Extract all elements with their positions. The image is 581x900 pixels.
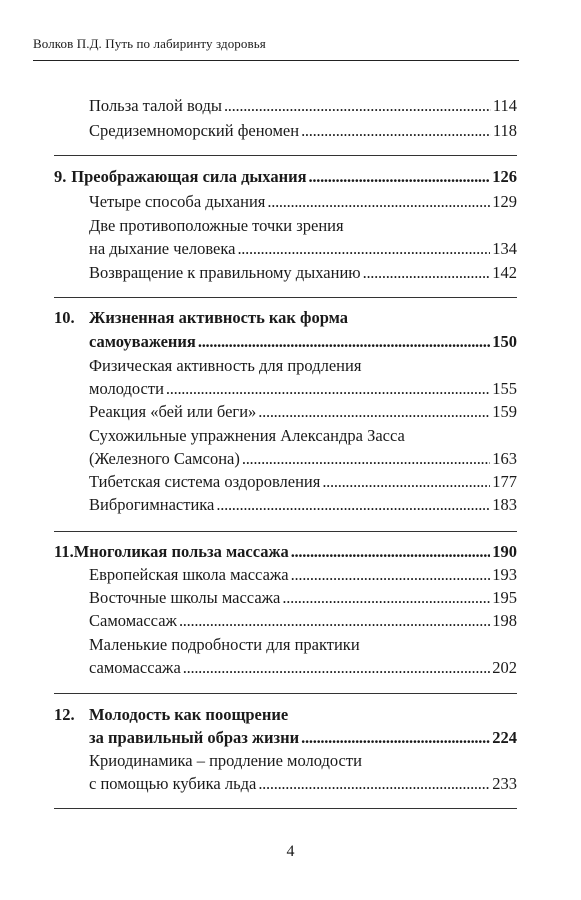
dot-leader bbox=[301, 726, 490, 750]
toc-chapter[interactable] bbox=[89, 330, 517, 354]
dot-leader bbox=[179, 609, 490, 633]
toc-chapter-title: Многоликая польза массажа bbox=[73, 542, 289, 561]
toc-entry-title: с помощью кубика льда bbox=[89, 774, 257, 793]
toc-entry-title: Польза талой воды bbox=[89, 96, 222, 115]
toc-chapter-line1[interactable] bbox=[54, 306, 517, 330]
section-divider bbox=[54, 531, 517, 532]
toc-entry-title: (Железного Самсона) bbox=[89, 449, 240, 468]
toc-chapter-title: Молодость как поощрение bbox=[89, 705, 289, 724]
toc-page-number: 163 bbox=[492, 449, 517, 468]
toc-entry[interactable] bbox=[89, 400, 517, 424]
toc-page-number: 198 bbox=[492, 611, 517, 630]
dot-leader bbox=[258, 772, 490, 796]
section-divider bbox=[54, 155, 517, 156]
dot-leader bbox=[267, 190, 490, 214]
page-number: 4 bbox=[286, 843, 295, 860]
toc-entry-title: Европейская школа массажа bbox=[89, 565, 289, 584]
toc-entry-line1[interactable] bbox=[89, 749, 517, 773]
toc-page-number: 129 bbox=[492, 192, 517, 211]
toc-page-number: 202 bbox=[492, 658, 517, 677]
dot-leader bbox=[309, 165, 491, 189]
toc-entry[interactable] bbox=[89, 261, 517, 285]
toc-entry-line1[interactable] bbox=[89, 424, 517, 448]
toc-entry-title: Сухожильные упражнения Александра Засса bbox=[89, 426, 405, 445]
toc-entry-title: Возвращение к правильному дыханию bbox=[89, 263, 361, 282]
toc-page-number: 177 bbox=[492, 472, 517, 491]
section-divider bbox=[54, 808, 517, 809]
toc-entry[interactable] bbox=[89, 94, 517, 118]
dot-leader bbox=[166, 377, 490, 401]
toc-page-number: 224 bbox=[492, 728, 517, 747]
toc-entry[interactable] bbox=[89, 563, 517, 587]
toc-entry[interactable] bbox=[89, 586, 517, 610]
chapter-number: 10. bbox=[54, 308, 75, 327]
toc-page-number: 150 bbox=[492, 332, 517, 351]
toc-entry[interactable] bbox=[89, 656, 517, 680]
toc-entry[interactable] bbox=[89, 772, 517, 796]
toc-page-number: 233 bbox=[492, 774, 517, 793]
toc-chapter[interactable] bbox=[54, 540, 517, 564]
toc-entry-line1[interactable] bbox=[89, 354, 517, 378]
toc-page-number: 134 bbox=[492, 239, 517, 258]
toc-page-number: 159 bbox=[492, 402, 517, 421]
toc-page-number: 142 bbox=[492, 263, 517, 282]
dot-leader bbox=[322, 470, 490, 494]
section-divider bbox=[54, 693, 517, 694]
toc-entry-title: молодости bbox=[89, 379, 164, 398]
toc-page-number: 190 bbox=[492, 542, 517, 561]
dot-leader bbox=[291, 540, 491, 564]
dot-leader bbox=[282, 586, 490, 610]
dot-leader bbox=[242, 447, 490, 471]
toc-entry-title: Средиземноморский феномен bbox=[89, 121, 300, 140]
section-divider bbox=[54, 297, 517, 298]
chapter-number: 12. bbox=[54, 705, 75, 724]
toc-chapter-title: самоуважения bbox=[89, 332, 196, 351]
toc-entry[interactable] bbox=[89, 237, 517, 261]
toc-entry-line1[interactable] bbox=[89, 214, 517, 238]
toc-entry-title: Четыре способа дыхания bbox=[89, 192, 266, 211]
running-head: Волков П.Д. Путь по лабиринту здоровья bbox=[33, 36, 266, 51]
toc-entry[interactable] bbox=[89, 377, 517, 401]
dot-leader bbox=[363, 261, 491, 285]
toc-page-number: 126 bbox=[492, 167, 517, 186]
toc-entry[interactable] bbox=[89, 609, 517, 633]
chapter-number: 9. bbox=[54, 167, 67, 186]
toc-page-number: 195 bbox=[492, 588, 517, 607]
toc-entry-title: Самомассаж bbox=[89, 611, 177, 630]
toc-chapter-line1[interactable] bbox=[54, 703, 517, 727]
toc-page-number: 183 bbox=[492, 495, 517, 514]
chapter-number: 11. bbox=[54, 542, 74, 561]
toc-page-number: 118 bbox=[492, 121, 517, 140]
toc-chapter-title: Жизненная активность как форма bbox=[89, 308, 349, 327]
toc-entry-title: Криодинамика – продление молодости bbox=[89, 751, 362, 770]
toc-entry[interactable] bbox=[89, 190, 517, 214]
dot-leader bbox=[258, 400, 490, 424]
toc-entry[interactable] bbox=[89, 119, 517, 143]
dot-leader bbox=[224, 94, 491, 118]
toc-entry[interactable] bbox=[89, 470, 517, 494]
toc-page-number: 114 bbox=[492, 96, 517, 115]
toc-chapter[interactable] bbox=[54, 165, 517, 189]
toc-entry-line1[interactable] bbox=[89, 633, 517, 657]
toc-chapter-title: за правильный образ жизни bbox=[89, 728, 300, 747]
toc-entry[interactable] bbox=[89, 447, 517, 471]
toc-entry-title: Реакция «бей или беги» bbox=[89, 402, 257, 421]
dot-leader bbox=[198, 330, 490, 354]
dot-leader bbox=[301, 119, 491, 143]
dot-leader bbox=[291, 563, 491, 587]
toc-entry-title: Виброгимнастика bbox=[89, 495, 215, 514]
toc-page-number: 155 bbox=[492, 379, 517, 398]
dot-leader bbox=[183, 656, 490, 680]
toc-page-number: 193 bbox=[492, 565, 517, 584]
toc-entry-title: самомассажа bbox=[89, 658, 181, 677]
toc-entry-title: Тибетская система оздоровления bbox=[89, 472, 321, 491]
toc-chapter[interactable] bbox=[89, 726, 517, 750]
toc-chapter-title: Преображающая сила дыхания bbox=[71, 167, 307, 186]
toc-entry-title: Физическая активность для продления bbox=[89, 356, 362, 375]
toc-entry-title: Две противоположные точки зрения bbox=[89, 216, 344, 235]
toc-entry-title: Маленькие подробности для практики bbox=[89, 635, 360, 654]
toc-entry-title: Восточные школы массажа bbox=[89, 588, 281, 607]
dot-leader bbox=[216, 493, 490, 517]
toc-entry-title: на дыхание человека bbox=[89, 239, 236, 258]
dot-leader bbox=[237, 237, 490, 261]
toc-entry[interactable] bbox=[89, 493, 517, 517]
